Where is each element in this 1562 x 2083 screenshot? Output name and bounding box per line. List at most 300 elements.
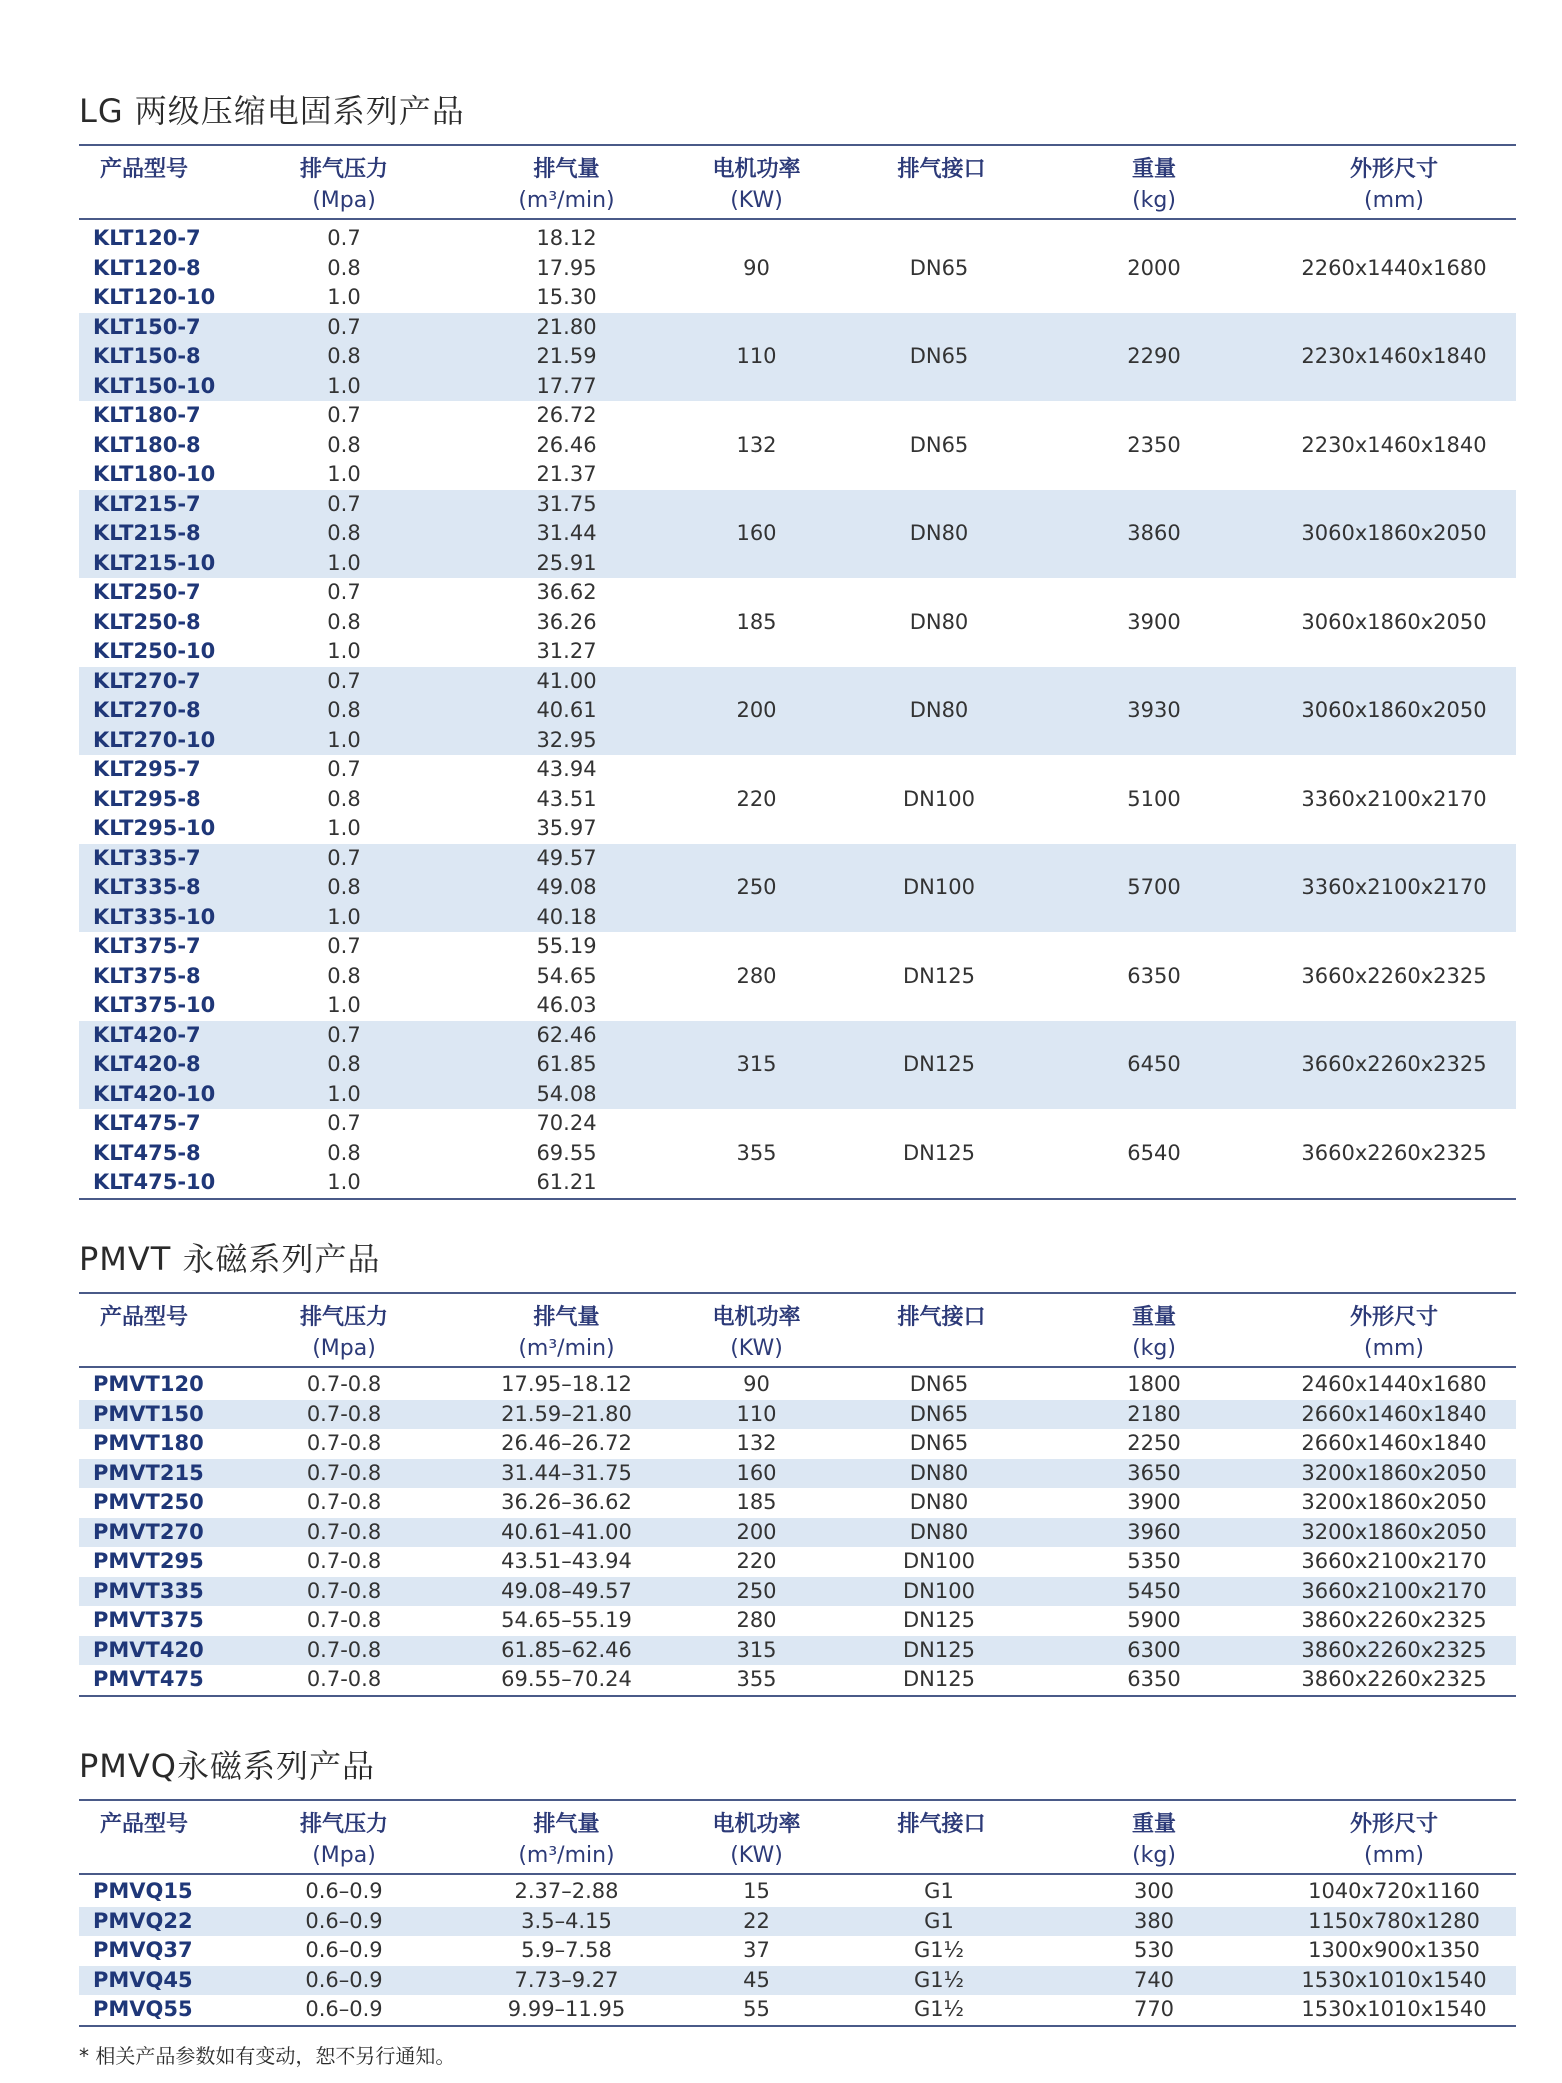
port-value: DN65 [909, 432, 969, 457]
header-power-label: 电机功率 [712, 1305, 801, 1330]
pressure-value: 1.0 [327, 727, 361, 752]
port-value: G1½ [914, 1967, 964, 1992]
model-name: KLT420-7 [93, 1022, 201, 1047]
table-header [79, 146, 1516, 218]
weight-value: 3900 [1127, 1490, 1181, 1514]
model-name: KLT150-7 [93, 314, 201, 339]
header-flow-label: 排气量 [533, 1305, 600, 1330]
header-port [859, 154, 1024, 185]
model-name: PMVT150 [93, 1401, 204, 1426]
model-name: KLT150-8 [93, 344, 201, 368]
model-name: PMVT335 [93, 1578, 204, 1603]
port-value: DN125 [903, 1667, 975, 1691]
flow-value: 2.37–2.88 [514, 1879, 619, 1903]
model-name: KLT120-7 [93, 226, 201, 250]
model-group [79, 1021, 1516, 1110]
section-title: LG 两级压缩电固系列产品 [79, 92, 465, 130]
header-model-label: 产品型号 [99, 1812, 188, 1837]
pressure-value: 0.6–0.9 [305, 1938, 383, 1962]
header-weight-unit: (kg) [1132, 188, 1176, 213]
power-value: 355 [736, 1667, 777, 1691]
pressure-value: 0.7 [327, 1022, 361, 1047]
table-row [79, 1547, 1516, 1577]
header-port-label: 排气接口 [897, 1305, 986, 1330]
pressure-value: 0.7-0.8 [306, 1431, 382, 1455]
weight-value: 3960 [1127, 1519, 1181, 1544]
header-flow [479, 154, 654, 216]
model-group [79, 224, 1516, 313]
model-group [79, 667, 1516, 756]
header-power-unit: (KW) [730, 1336, 783, 1361]
footnote: * 相关产品参数如有变动，恕不另行通知。 [79, 2044, 456, 2068]
port-value: DN80 [909, 1460, 969, 1485]
header-flow-label: 排气量 [533, 1812, 600, 1837]
flow-value: 31.75 [536, 491, 597, 516]
model-name: PMVT420 [93, 1637, 204, 1662]
model-name: KLT475-8 [93, 1140, 201, 1165]
header-flow [479, 1302, 654, 1364]
header-flow-unit: (m³/min) [518, 188, 615, 213]
weight-value: 5700 [1127, 875, 1181, 899]
flow-value: 3.5–4.15 [521, 1908, 612, 1933]
dims-value: 3660x2260x2325 [1301, 963, 1487, 988]
flow-value: 62.46 [536, 1022, 597, 1047]
model-name: KLT120-10 [93, 285, 216, 309]
header-pressure-unit: (Mpa) [312, 1336, 376, 1361]
pressure-value: 0.7 [327, 403, 361, 427]
header-weight [1079, 154, 1229, 216]
flow-value: 61.85 [536, 1052, 597, 1076]
model-name: PMVT375 [93, 1608, 204, 1632]
header-flow-label: 排气量 [533, 157, 600, 182]
table-row [79, 1966, 1516, 1996]
flow-value: 18.12 [536, 226, 597, 250]
weight-value: 5450 [1127, 1578, 1181, 1603]
pressure-value: 0.7-0.8 [306, 1372, 382, 1396]
model-name: KLT335-7 [93, 845, 201, 870]
model-name: PMVT270 [93, 1519, 204, 1544]
power-value: 55 [743, 1997, 770, 2021]
power-value: 15 [743, 1879, 770, 1903]
model-group [79, 755, 1516, 844]
model-name: PMVT295 [93, 1549, 204, 1573]
table-row [79, 1877, 1516, 1907]
model-group [79, 1109, 1516, 1198]
pressure-value: 1.0 [327, 1170, 361, 1194]
header-weight [1079, 1809, 1229, 1871]
port-value: DN80 [909, 698, 969, 722]
model-name: KLT215-8 [93, 521, 201, 545]
header-pressure-unit: (Mpa) [312, 188, 376, 213]
header-weight-label: 重量 [1131, 157, 1176, 182]
model-name: KLT270-10 [93, 727, 216, 752]
weight-value: 300 [1133, 1879, 1175, 1903]
table-bottom-rule [79, 1198, 1516, 1200]
pressure-value: 0.7-0.8 [306, 1401, 382, 1426]
pressure-value: 0.7-0.8 [306, 1608, 382, 1632]
weight-value: 3650 [1127, 1460, 1181, 1485]
table-row [79, 1636, 1516, 1666]
header-power [669, 154, 844, 216]
flow-value: 49.08–49.57 [501, 1578, 632, 1603]
port-value: DN80 [909, 609, 969, 634]
flow-value: 9.99–11.95 [507, 1997, 626, 2021]
table-header [79, 1294, 1516, 1366]
model-name: PMVT475 [93, 1667, 204, 1691]
dims-value: 1530x1010x1540 [1301, 1967, 1487, 1992]
flow-value: 5.9–7.58 [521, 1938, 612, 1962]
model-name: PMVQ55 [93, 1997, 193, 2021]
section-title: PMVQ永磁系列产品 [79, 1747, 375, 1785]
model-name: KLT420-10 [93, 1081, 216, 1106]
section-lg-two-stage [79, 88, 1516, 1200]
header-pressure-label: 排气压力 [299, 1812, 388, 1837]
weight-value: 6350 [1127, 963, 1181, 988]
header-pressure-label: 排气压力 [299, 157, 388, 182]
pressure-value: 0.7 [327, 580, 361, 604]
dims-value: 3860x2260x2325 [1301, 1637, 1487, 1662]
flow-value: 31.27 [536, 639, 597, 663]
port-value: DN125 [903, 1608, 975, 1632]
header-pressure-unit: (Mpa) [312, 1843, 376, 1868]
flow-value: 49.57 [536, 845, 597, 870]
model-name: KLT270-7 [93, 668, 201, 693]
header-pressure-label: 排气压力 [299, 1305, 388, 1330]
model-name: PMVQ15 [93, 1879, 193, 1903]
flow-value: 26.72 [536, 403, 597, 427]
model-name: KLT420-8 [93, 1052, 201, 1076]
header-dims-label: 外形尺寸 [1349, 157, 1438, 182]
weight-value: 5900 [1127, 1608, 1181, 1632]
power-value: 160 [736, 1460, 777, 1485]
model-name: KLT375-7 [93, 934, 201, 958]
table-body [79, 220, 1516, 1198]
header-dims-label: 外形尺寸 [1349, 1812, 1438, 1837]
flow-value: 46.03 [536, 993, 597, 1017]
header-weight [1079, 1302, 1229, 1364]
flow-value: 17.77 [536, 373, 597, 398]
dims-value: 3200x1860x2050 [1301, 1490, 1487, 1514]
flow-value: 25.91 [536, 550, 597, 575]
pressure-value: 1.0 [327, 285, 361, 309]
table-row [79, 1606, 1516, 1636]
pressure-value: 1.0 [327, 373, 361, 398]
model-group [79, 401, 1516, 490]
weight-value: 6540 [1127, 1140, 1181, 1165]
pressure-value: 0.6–0.9 [305, 1879, 383, 1903]
flow-value: 54.65 [536, 963, 597, 988]
flow-value: 40.61–41.00 [501, 1519, 632, 1544]
header-weight-unit: (kg) [1132, 1336, 1176, 1361]
pressure-value: 0.8 [327, 698, 361, 722]
table-row [79, 1459, 1516, 1489]
pressure-value: 0.8 [327, 963, 361, 988]
dims-value: 1300x900x1350 [1308, 1938, 1480, 1962]
flow-value: 31.44 [536, 521, 597, 545]
header-model [79, 154, 209, 185]
header-power [669, 1302, 844, 1364]
header-pressure [279, 1809, 409, 1871]
port-value: DN125 [903, 1052, 975, 1076]
dims-value: 3860x2260x2325 [1301, 1608, 1487, 1632]
table-row [79, 1518, 1516, 1548]
port-value: G1 [924, 1879, 954, 1903]
dims-value: 3060x1860x2050 [1301, 609, 1487, 634]
table-body [79, 1368, 1516, 1695]
power-value: 132 [736, 1431, 777, 1455]
weight-value: 3860 [1127, 521, 1181, 545]
flow-value: 36.26–36.62 [501, 1490, 632, 1514]
dims-value: 3660x2100x2170 [1301, 1578, 1487, 1603]
pressure-value: 0.7 [327, 757, 361, 781]
dims-value: 1150x780x1280 [1308, 1908, 1480, 1933]
header-pressure [279, 1302, 409, 1364]
header-flow-unit: (m³/min) [518, 1336, 615, 1361]
flow-value: 61.85–62.46 [501, 1637, 632, 1662]
weight-value: 6450 [1127, 1052, 1181, 1076]
model-name: KLT295-10 [93, 816, 216, 840]
pressure-value: 0.8 [327, 786, 361, 811]
pressure-value: 0.7-0.8 [306, 1578, 382, 1603]
port-value: DN100 [903, 875, 975, 899]
pressure-value: 0.7 [327, 226, 361, 250]
flow-value: 26.46–26.72 [501, 1431, 632, 1455]
table-row [79, 1488, 1516, 1518]
pressure-value: 0.6–0.9 [305, 1967, 383, 1992]
model-name: KLT250-7 [93, 580, 201, 604]
port-value: DN80 [909, 1490, 969, 1514]
header-dims-unit: (mm) [1363, 188, 1425, 213]
power-value: 220 [736, 1549, 777, 1573]
flow-value: 43.51 [536, 786, 597, 811]
power-value: 90 [743, 1372, 770, 1396]
power-value: 110 [736, 1401, 777, 1426]
flow-value: 40.18 [536, 904, 597, 929]
model-name: KLT335-8 [93, 875, 201, 899]
model-name: KLT270-8 [93, 698, 201, 722]
port-value: DN80 [909, 521, 969, 545]
header-dims [1279, 1302, 1509, 1364]
flow-value: 43.51–43.94 [501, 1549, 632, 1573]
flow-value: 43.94 [536, 757, 597, 781]
flow-value: 35.97 [536, 816, 597, 840]
pressure-value: 1.0 [327, 904, 361, 929]
model-name: KLT120-8 [93, 255, 201, 280]
flow-value: 61.21 [536, 1170, 597, 1194]
weight-value: 740 [1133, 1967, 1175, 1992]
header-dims-label: 外形尺寸 [1349, 1305, 1438, 1330]
power-value: 132 [736, 432, 777, 457]
power-value: 250 [736, 1578, 777, 1603]
dims-value: 2260x1440x1680 [1301, 255, 1487, 280]
model-name: PMVT250 [93, 1490, 204, 1514]
header-flow-unit: (m³/min) [518, 1843, 615, 1868]
header-dims-unit: (mm) [1363, 1336, 1425, 1361]
weight-value: 530 [1133, 1938, 1175, 1962]
power-value: 90 [743, 255, 770, 280]
section-pmvt [79, 1236, 1516, 1697]
pressure-value: 0.8 [327, 344, 361, 368]
weight-value: 3930 [1127, 698, 1181, 722]
flow-value: 7.73–9.27 [514, 1967, 619, 1992]
weight-value: 2180 [1127, 1401, 1181, 1426]
pressure-value: 0.6–0.9 [305, 1908, 383, 1933]
pressure-value: 0.7 [327, 314, 361, 339]
header-weight-label: 重量 [1131, 1305, 1176, 1330]
pressure-value: 0.8 [327, 255, 361, 280]
flow-value: 49.08 [536, 875, 597, 899]
flow-value: 36.62 [536, 580, 597, 604]
power-value: 110 [736, 344, 777, 368]
pressure-value: 0.7-0.8 [306, 1519, 382, 1544]
flow-value: 40.61 [536, 698, 597, 722]
dims-value: 3360x2100x2170 [1301, 786, 1487, 811]
pressure-value: 0.7-0.8 [306, 1637, 382, 1662]
dims-value: 3200x1860x2050 [1301, 1460, 1487, 1485]
header-power-label: 电机功率 [712, 157, 801, 182]
flow-value: 70.24 [536, 1111, 597, 1135]
dims-value: 3660x2260x2325 [1301, 1052, 1487, 1076]
pressure-value: 1.0 [327, 550, 361, 575]
model-name: KLT250-8 [93, 609, 201, 634]
model-group [79, 313, 1516, 402]
table-row [79, 1370, 1516, 1400]
dims-value: 2460x1440x1680 [1301, 1372, 1487, 1396]
model-name: KLT180-7 [93, 403, 201, 427]
power-value: 355 [736, 1140, 777, 1165]
power-value: 22 [743, 1908, 770, 1933]
flow-value: 21.59–21.80 [501, 1401, 632, 1426]
dims-value: 3360x2100x2170 [1301, 875, 1487, 899]
weight-value: 3900 [1127, 609, 1181, 634]
weight-value: 6350 [1127, 1667, 1181, 1691]
model-group [79, 932, 1516, 1021]
model-name: KLT475-10 [93, 1170, 216, 1194]
flow-value: 36.26 [536, 609, 597, 634]
power-value: 280 [736, 1608, 777, 1632]
port-value: DN65 [909, 255, 969, 280]
power-value: 45 [743, 1967, 770, 1992]
power-value: 185 [736, 1490, 777, 1514]
header-dims [1279, 1809, 1509, 1871]
weight-value: 2250 [1127, 1431, 1181, 1455]
table-header [79, 1801, 1516, 1873]
flow-value: 41.00 [536, 668, 597, 693]
header-weight-label: 重量 [1131, 1812, 1176, 1837]
flow-value: 21.37 [536, 462, 597, 486]
pressure-value: 0.7 [327, 668, 361, 693]
pressure-value: 0.8 [327, 875, 361, 899]
weight-value: 2350 [1127, 432, 1181, 457]
dims-value: 3660x2100x2170 [1301, 1549, 1487, 1573]
weight-value: 6300 [1127, 1637, 1181, 1662]
power-value: 220 [736, 786, 777, 811]
port-value: DN65 [909, 1401, 969, 1426]
pressure-value: 0.7 [327, 934, 361, 958]
section-pmvq [79, 1743, 1516, 2027]
model-name: KLT215-10 [93, 550, 216, 575]
port-value: DN65 [909, 1431, 969, 1455]
header-port [859, 1302, 1024, 1333]
power-value: 315 [736, 1637, 777, 1662]
pressure-value: 0.7 [327, 845, 361, 870]
port-value: DN125 [903, 1140, 975, 1165]
port-value: DN100 [903, 1549, 975, 1573]
flow-value: 21.59 [536, 344, 597, 368]
flow-value: 32.95 [536, 727, 597, 752]
power-value: 200 [736, 698, 777, 722]
dims-value: 2660x1460x1840 [1301, 1431, 1487, 1455]
port-value: DN125 [903, 1637, 975, 1662]
table-row [79, 1936, 1516, 1966]
pressure-value: 0.7 [327, 491, 361, 516]
model-group [79, 578, 1516, 667]
header-power-unit: (KW) [730, 1843, 783, 1868]
flow-value: 31.44–31.75 [501, 1460, 632, 1485]
pressure-value: 0.7-0.8 [306, 1667, 382, 1691]
table-bottom-rule [79, 2025, 1516, 2027]
header-model [79, 1809, 209, 1840]
flow-value: 26.46 [536, 432, 597, 457]
weight-value: 2290 [1127, 344, 1181, 368]
pressure-value: 0.7-0.8 [306, 1460, 382, 1485]
model-name: KLT375-10 [93, 993, 216, 1017]
port-value: G1½ [914, 1938, 964, 1962]
flow-value: 21.80 [536, 314, 597, 339]
table-row [79, 1429, 1516, 1459]
dims-value: 1530x1010x1540 [1301, 1997, 1487, 2021]
table-row [79, 1665, 1516, 1695]
dims-value: 2230x1460x1840 [1301, 344, 1487, 368]
table-row [79, 1400, 1516, 1430]
dims-value: 3660x2260x2325 [1301, 1140, 1487, 1165]
model-name: KLT475-7 [93, 1111, 201, 1135]
pressure-value: 0.8 [327, 1140, 361, 1165]
port-value: DN80 [909, 1519, 969, 1544]
pressure-value: 0.8 [327, 1052, 361, 1076]
power-value: 185 [736, 609, 777, 634]
header-model-label: 产品型号 [99, 157, 188, 182]
power-value: 200 [736, 1519, 777, 1544]
pressure-value: 0.8 [327, 609, 361, 634]
table-row [79, 1995, 1516, 2025]
header-pressure [279, 154, 409, 216]
port-value: DN100 [903, 786, 975, 811]
model-name: KLT375-8 [93, 963, 201, 988]
model-name: PMVT180 [93, 1431, 204, 1455]
pressure-value: 1.0 [327, 993, 361, 1017]
header-port-label: 排气接口 [897, 157, 986, 182]
header-flow [479, 1809, 654, 1871]
pressure-value: 1.0 [327, 462, 361, 486]
flow-value: 54.65–55.19 [501, 1608, 632, 1632]
power-value: 280 [736, 963, 777, 988]
port-value: DN125 [903, 963, 975, 988]
port-value: G1½ [914, 1997, 964, 2021]
header-port [859, 1809, 1024, 1840]
model-name: PMVT120 [93, 1372, 204, 1396]
table-row [79, 1907, 1516, 1937]
model-group [79, 490, 1516, 579]
dims-value: 3060x1860x2050 [1301, 521, 1487, 545]
pressure-value: 1.0 [327, 1081, 361, 1106]
weight-value: 2000 [1127, 255, 1181, 280]
weight-value: 5350 [1127, 1549, 1181, 1573]
model-name: PMVQ37 [93, 1938, 193, 1962]
dims-value: 2230x1460x1840 [1301, 432, 1487, 457]
model-name: KLT215-7 [93, 491, 201, 516]
pressure-value: 0.7-0.8 [306, 1490, 382, 1514]
